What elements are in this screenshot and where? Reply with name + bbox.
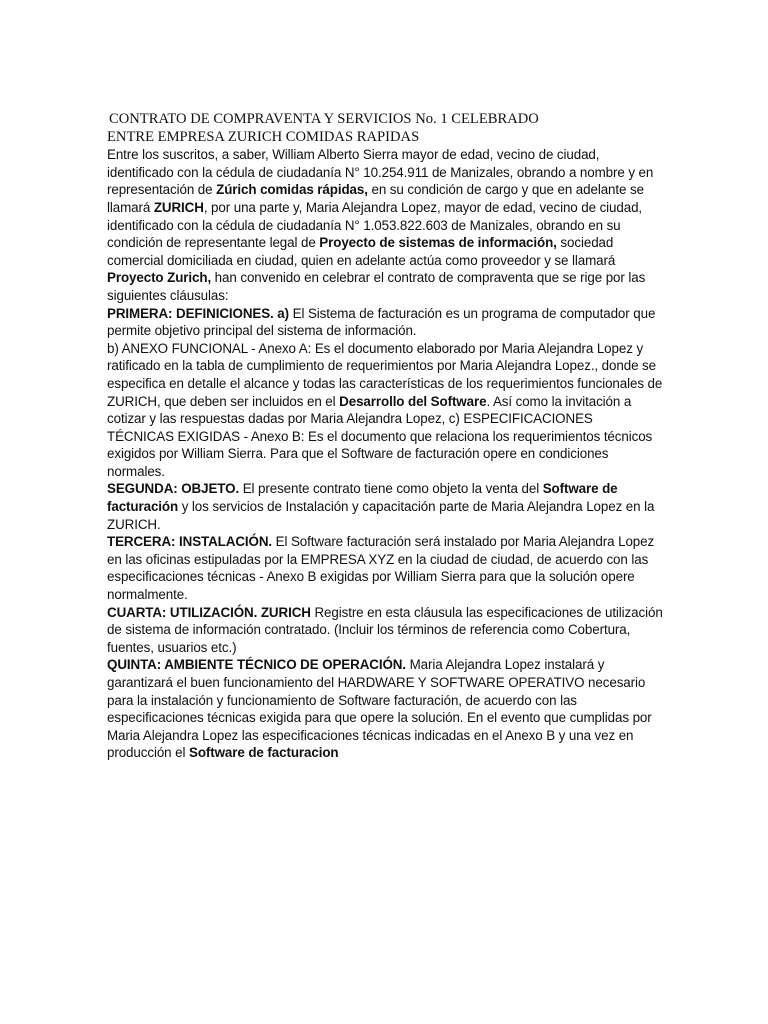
intro-bold-2: ZURICH (153, 199, 204, 215)
clause-quinta (107, 656, 663, 762)
intro-text-3: , por una parte y, Maria Alejandra Lopez, mayor de edad, vecino de ciudad, identificado con la cédula de ciudadanía N° 1.053.822.603 de Manizales, obrando en su condición de representante legal de (107, 199, 643, 251)
intro-text-1: Entre los suscritos, a saber, William Alberto Sierra mayor de edad, vecino de ciudad, identificado con la cédula de ciudadanía N° 10.254.911 de Manizales, obrando a nombre y en representación de (107, 147, 654, 198)
intro-text-5: han convenido en celebrar el contrato de compraventa que se rige por las siguientes cláusulas: (107, 270, 646, 303)
intro-bold-1: Zúrich comidas rápidas, (216, 182, 368, 198)
clause-quinta-heading: QUINTA: AMBIENTE TÉCNICO DE OPERACIÓN. (107, 657, 406, 673)
intro-bold-4: Proyecto Zurich, (107, 270, 212, 286)
clause-anexo-text-1: b) ANEXO FUNCIONAL - Anexo A: Es el documento elaborado por Maria Alejandra Lopez y ratificado en la tabla de cumplimiento de requerimientos por Maria Alejandra Lopez., donde se especifica en detalle el alcance y todas las características de los requerimientos funcionales de ZURICH, que deben ser incluidos en el (107, 340, 663, 409)
clause-primera (107, 305, 663, 340)
clause-cuarta-heading: CUARTA: UTILIZACIÓN. ZURICH (107, 604, 311, 620)
clause-primera-text: El Sistema de facturación es un programa de computador que permite objetivo principal del sistema de información. (107, 305, 656, 339)
clause-segunda-text-1: El presente contrato tiene como objeto la venta del (239, 481, 543, 497)
intro-bold-3: Proyecto de sistemas de información, (319, 235, 557, 251)
clause-anexo (107, 340, 663, 481)
clause-segunda (107, 480, 663, 533)
document-page (107, 111, 663, 762)
title-line-2: ENTRE EMPRESA ZURICH COMIDAS RAPIDAS (107, 128, 420, 145)
clause-anexo-bold: Desarrollo del Software (339, 393, 487, 409)
clause-cuarta-text: Registre en esta cláusula las especificaciones de utilización de sistema de información contratado. (Incluir los términos de referencia como Cobertura, fuentes, usuarios etc.) (107, 604, 663, 655)
clause-segunda-text-2: y los servicios de Instalación y capacitación parte de Maria Alejandra Lopez en la ZURICH. (107, 499, 655, 532)
clause-quinta-bold: Software de facturacion (188, 745, 339, 761)
intro-text-4: sociedad comercial domiciliada en ciudad, quien en adelante actúa como proveedor y se llamará (107, 235, 616, 268)
clause-tercera-text: El Software facturación será instalado por Maria Alejandra Lopez en las oficinas estipuladas por la EMPRESA XYZ en la ciudad de ciudad, de acuerdo con las especificaciones técnicas - Anexo B exigidas por William Sierra para que la solución opere normalmente. (107, 534, 655, 603)
clause-cuarta (107, 604, 663, 657)
clause-tercera (107, 533, 663, 603)
clause-segunda-bold: Software de facturación (107, 481, 618, 515)
intro-paragraph (107, 146, 663, 304)
clause-anexo-text-2: . Así como la invitación a cotizar y las respuestas dadas por Maria Alejandra Lopez, c) ESPECIFICACIONES TÉCNICAS EXIGIDAS - Anexo B: Es el documento que relaciona los requerimientos técnicos exigidos por William Sierra. Para que el Software de facturación opere en condiciones normales. (107, 393, 653, 479)
clause-quinta-text: Maria Alejandra Lopez instalará y garantizará el buen funcionamiento del HARDWARE Y SOFTWARE OPERATIVO necesario para la instalación y funcionamiento de Software facturación, de acuerdo con las especificaciones técnicas exigida para que opere la solución. En el evento que cumplidas por Maria Alejandra Lopez las especificaciones técnicas indicadas en el Anexo B y una vez en producción el (107, 657, 652, 761)
clause-tercera-heading: TERCERA: INSTALACIÓN. (107, 534, 273, 550)
title-line-1: CONTRATO DE COMPRAVENTA Y SERVICIOS No. 1 CELEBRADO (109, 111, 539, 127)
clause-segunda-heading: SEGUNDA: OBJETO. (107, 481, 240, 497)
intro-text-2: en su condición de cargo y que en adelante se llamará (107, 182, 644, 215)
document-title (107, 111, 663, 146)
clause-primera-heading: PRIMERA: DEFINICIONES. a) (107, 305, 290, 321)
